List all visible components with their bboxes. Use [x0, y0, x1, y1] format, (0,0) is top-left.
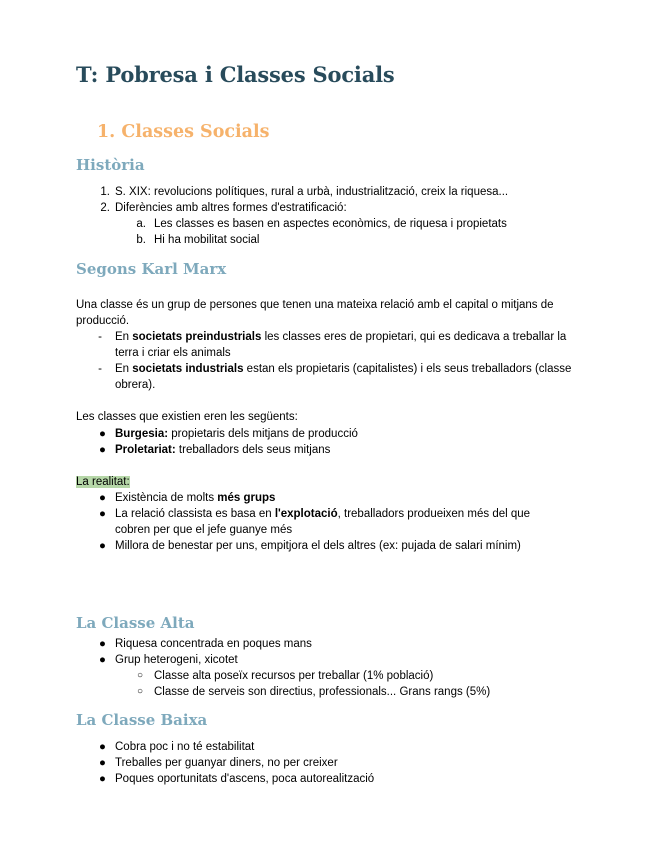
bullet-marker: ●	[99, 540, 106, 552]
bullet-marker: ●	[99, 741, 106, 753]
page-title: T: Pobresa i Classes Socials	[76, 62, 395, 87]
list-item-text: Proletariat: treballadors dels seus mitjans	[115, 444, 331, 456]
list-item-text: Les classes es basen en aspectes econòmics, de riquesa i propietats	[154, 218, 507, 230]
heading-historia: Història	[76, 156, 145, 174]
list-item-text: Riquesa concentrada en poques mans	[115, 638, 312, 650]
list-item	[133, 668, 433, 684]
list-item-text: Existència de molts més grups	[115, 492, 276, 504]
dash-marker: -	[98, 331, 102, 343]
dash-marker: -	[98, 363, 102, 375]
list-item-text: Millora de benestar per uns, empitjora el dels altres (ex: pujada de salari mínim)	[115, 540, 521, 552]
heading-la-classe-alta: La Classe Alta	[76, 614, 195, 632]
list-item-text: Cobra poc i no té estabilitat	[115, 741, 255, 753]
heading-segons-karl-marx: Segons Karl Marx	[76, 260, 227, 278]
circle-marker: ○	[136, 670, 143, 681]
list-item	[133, 232, 259, 248]
list-item-text: S. XIX: revolucions polítiques, rural a urbà, industrialització, creix la riquesa...	[115, 186, 509, 198]
heading-la-classe-baixa: La Classe Baixa	[76, 711, 208, 729]
list-item	[133, 216, 507, 232]
list-item-text: Hi ha mobilitat social	[154, 234, 260, 246]
list-item	[96, 771, 374, 787]
bullet-marker: ●	[99, 654, 106, 666]
list-item	[96, 506, 555, 538]
list-item-text: Poques oportunitats d'ascens, poca autorealització	[115, 773, 375, 785]
bullet-marker: ●	[99, 428, 106, 440]
list-item	[96, 739, 254, 755]
list-item	[96, 538, 521, 554]
list-item	[92, 361, 585, 393]
list-marker: 2.	[100, 202, 110, 214]
list-item-text: Grup heterogeni, xicotet	[115, 654, 238, 666]
section-heading-classes-socials: 1. Classes Socials	[97, 122, 270, 142]
list-item-text: Burgesia: propietaris dels mitjans de producció	[115, 428, 358, 440]
list-item-text: En societats industrials estan els propietaris (capitalistes) i els seus treballadors (classe obrera).	[115, 363, 572, 391]
list-item	[96, 184, 508, 200]
bullet-marker: ●	[99, 757, 106, 769]
list-item	[92, 329, 585, 361]
bullet-marker: ●	[99, 492, 106, 504]
list-item	[96, 636, 312, 652]
list-marker: 1.	[100, 186, 110, 198]
list-item	[96, 426, 358, 442]
list-item	[96, 652, 238, 668]
bullet-marker: ●	[99, 444, 106, 456]
list-item-text: Treballes per guanyar diners, no per creixer	[115, 757, 338, 769]
list-item	[133, 684, 490, 700]
list-item-text: Classe alta poseïx recursos per treballar (1% població)	[154, 670, 434, 682]
circle-marker: ○	[136, 686, 143, 697]
list-marker: b.	[136, 234, 146, 246]
list-marker: a.	[136, 218, 146, 230]
bullet-marker: ●	[99, 508, 106, 520]
list-item-text: Diferències amb altres formes d'estratificació:	[115, 202, 347, 214]
list-item	[96, 442, 330, 458]
bullet-marker: ●	[99, 638, 106, 650]
highlight-la-realitat: La realitat:	[76, 476, 130, 488]
list-item	[96, 755, 338, 771]
bullet-marker: ●	[99, 773, 106, 785]
list-item	[96, 490, 275, 506]
list-item-text: La relació classista es basa en l'explotació, treballadors produeixen més del que cobren per que el jefe guanye més	[115, 508, 531, 536]
list-item	[96, 200, 347, 216]
paragraph-classes: Les classes que existien eren les següents:	[76, 411, 298, 423]
list-item-text: En societats preindustrials les classes eres de propietari, qui es dedicava a treballar la terra i criar els animals	[115, 331, 567, 359]
list-item-text: Classe de serveis son directius, professionals... Grans rangs (5%)	[154, 686, 491, 698]
paragraph-intro: Una classe és un grup de persones que tenen una mateixa relació amb el capital o mitjans de producció.	[76, 299, 554, 327]
